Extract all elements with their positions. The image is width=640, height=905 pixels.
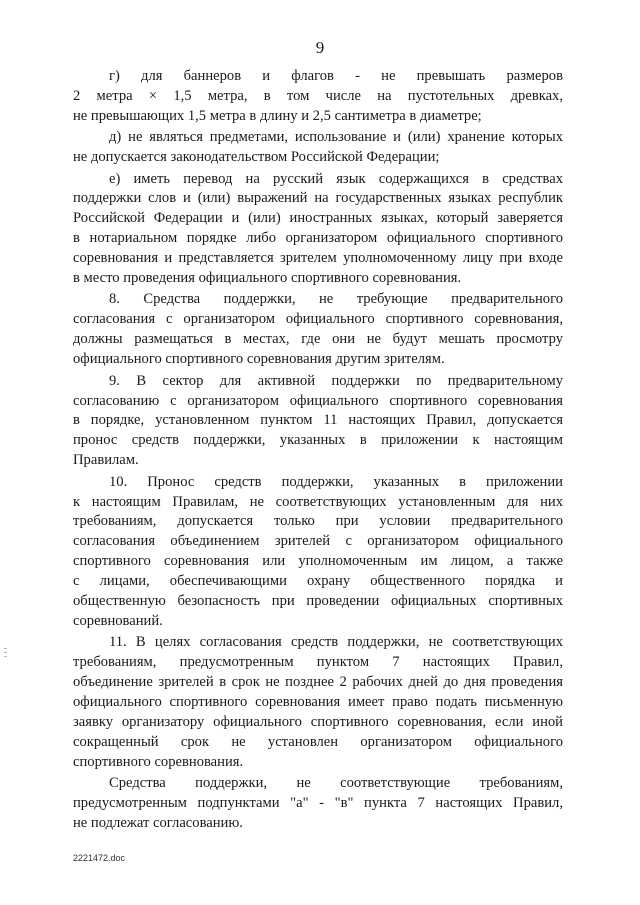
- document-file-code: 2221472.doc: [73, 853, 126, 863]
- text-line: не допускается законодательством Российской Федерации;: [73, 149, 440, 166]
- text-line: заявку организатору официального спортивного соревнования, если иной: [73, 714, 563, 730]
- text-line: поддержки слов и (или) выражений на государственных языках республик: [73, 190, 563, 207]
- text-line: спортивного соревнования или уполномоченным им лицом, а также: [73, 553, 563, 570]
- text-line: 11. В целях согласования средств поддержки, не соответствующих: [109, 634, 563, 651]
- text-line: не подлежат согласованию.: [73, 815, 243, 832]
- text-line: общественную безопасность при проведении официальных спортивных: [73, 593, 563, 610]
- scan-margin-mark: [4, 656, 7, 657]
- text-line: Средства поддержки, не соответствующие требованиям,: [109, 775, 563, 792]
- document-body: [73, 67, 563, 834]
- text-line: г) для баннеров и флагов - не превышать размеров: [109, 68, 563, 84]
- scan-margin-mark: [4, 652, 7, 653]
- text-line: сокращенный срок не установлен организатором официального: [73, 733, 563, 750]
- text-line: соревнований.: [73, 612, 163, 629]
- text-line: Российской Федерации и (или) иностранных языках, который заверяется: [73, 210, 563, 227]
- text-line: спортивного соревнования.: [73, 753, 244, 770]
- text-line: официального спортивного соревнования имеет право подать письменную: [73, 694, 563, 711]
- text-line: официального спортивного соревнования другим зрителям.: [73, 351, 445, 368]
- paragraph-item-10: [73, 473, 563, 632]
- text-line: согласованию с организатором официального спортивного соревнования: [73, 392, 563, 409]
- text-line: согласования с организатором официального спортивного соревнования,: [73, 311, 563, 328]
- text-line: соревнования и представляется зрителем уполномоченному лицу при входе: [73, 250, 563, 267]
- page-number: 9: [315, 38, 325, 57]
- text-line: е) иметь перевод на русский язык содержащихся в средствах: [109, 170, 563, 187]
- text-line: 10. Пронос средств поддержки, указанных в приложении: [109, 473, 563, 490]
- text-line: согласования объединением зрителей с организатором официального: [73, 533, 563, 550]
- paragraph-item-9: [73, 372, 563, 472]
- text-line: требованиям, допускается только при условии предварительного: [73, 513, 563, 530]
- text-line: в место проведения официального спортивного соревнования.: [73, 270, 462, 287]
- paragraph-item-11: [73, 633, 563, 772]
- text-line: 9. В сектор для активной поддержки по предварительному: [109, 372, 563, 389]
- text-line: в порядке, установленном пунктом 11 настоящих Правил, допускается: [73, 412, 563, 429]
- paragraph-item-d: [73, 128, 563, 168]
- paragraph-item-e: [73, 170, 563, 289]
- text-line: не превышающих 1,5 метра в длину и 2,5 сантиметра в диаметре;: [73, 107, 482, 124]
- text-line: предусмотренным подпунктами "а" - "в" пункта 7 настоящих Правил,: [73, 795, 563, 812]
- scan-margin-mark: [4, 648, 7, 649]
- text-line: д) не являться предметами, использование и (или) хранение которых: [109, 129, 563, 146]
- text-line: с лицами, обеспечивающими охрану общественного порядка и: [73, 573, 563, 590]
- text-line: должны размещаться в местах, где они не будут мешать просмотру: [73, 331, 563, 348]
- text-line: Правилам.: [73, 452, 139, 469]
- text-line: 8. Средства поддержки, не требующие предварительного: [109, 291, 563, 308]
- paragraph-item-8: [73, 290, 563, 370]
- paragraph-item-11-note: [73, 774, 563, 834]
- text-line: требованиям, предусмотренным пунктом 7 настоящих Правил,: [73, 654, 563, 671]
- text-line: в нотариальном порядке либо организатором официального спортивного: [73, 230, 563, 247]
- paragraph-item-g: [73, 67, 563, 127]
- text-line: пронос средств поддержки, указанных в приложении к настоящим: [73, 432, 563, 449]
- text-line: к настоящим Правилам, не соответствующих установленным для них: [73, 493, 563, 510]
- text-line: объединение зрителей в срок не позднее 2 рабочих дней до дня проведения: [73, 674, 563, 691]
- text-line: 2 метра × 1,5 метра, в том числе на пустотельных древках,: [73, 87, 563, 104]
